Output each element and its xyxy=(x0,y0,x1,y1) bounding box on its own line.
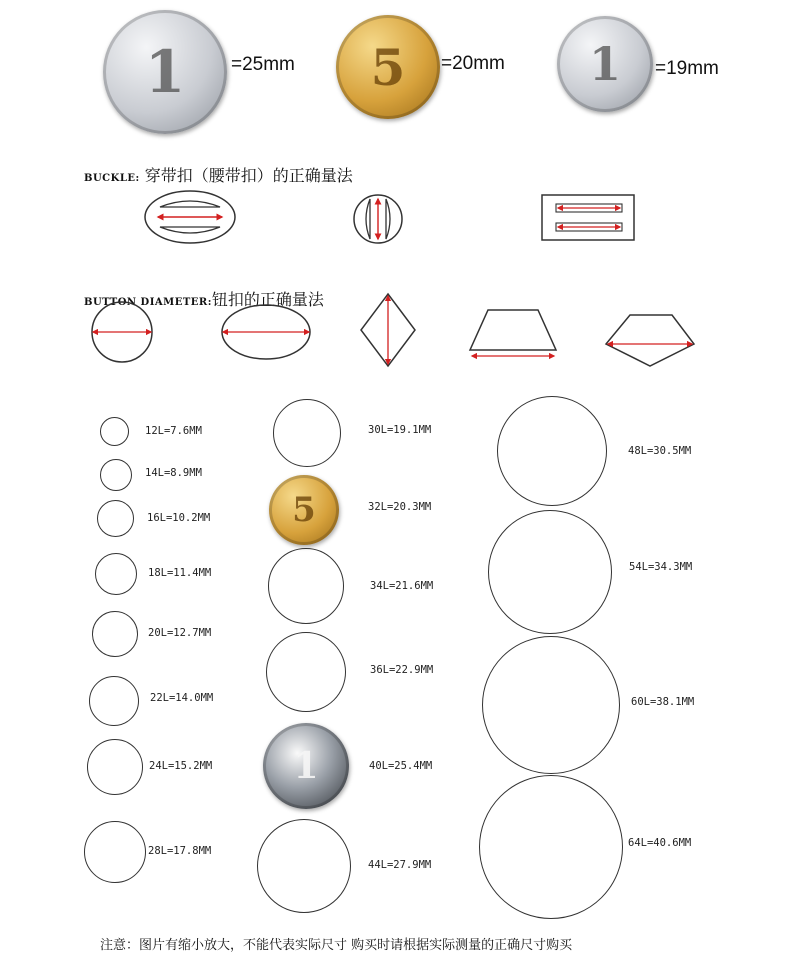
size-circle-16l xyxy=(97,500,134,537)
buckle-diagrams xyxy=(0,185,800,265)
buckle-heading-zh: 穿带扣（腰带扣）的正确量法 xyxy=(144,166,353,185)
size-circle-28l xyxy=(84,821,146,883)
size-circle-24l xyxy=(87,739,143,795)
size-circle-60l xyxy=(482,636,620,774)
size-circle-12l xyxy=(100,417,129,446)
buckle-oval-diagram xyxy=(145,191,235,243)
size-label-30l: 30L=19.1MM xyxy=(368,424,432,436)
button-shape-diagrams xyxy=(0,290,800,380)
size-label-64l: 64L=40.6MM xyxy=(628,837,692,849)
size-label-14l: 14L=8.9MM xyxy=(145,467,202,479)
button-diamond-diagram xyxy=(361,294,415,366)
coin-5-jiao xyxy=(336,15,440,119)
size-label-34l: 34L=21.6MM xyxy=(370,580,434,592)
size-label-18l: 18L=11.4MM xyxy=(148,567,212,579)
size-label-44l: 44L=27.9MM xyxy=(368,859,432,871)
size-circle-48l xyxy=(497,396,607,506)
footer-note: 注意：图片有缩小放大，不能代表实际尺寸 购买时请根据实际测量的正确尺寸购买 xyxy=(100,938,573,953)
size-coin-32l-digit: 5 xyxy=(292,490,316,530)
size-circle-54l xyxy=(488,510,612,634)
size-label-20l: 20L=12.7MM xyxy=(148,627,212,639)
size-circle-64l xyxy=(479,775,623,919)
size-coin-40l-digit: 1 xyxy=(293,745,319,787)
size-circle-14l xyxy=(100,459,132,491)
size-label-28l: 28L=17.8MM xyxy=(148,845,212,857)
coin-5-jiao-label: =20mm xyxy=(441,53,505,74)
button-trapezoid-diagram xyxy=(470,310,556,356)
size-label-36l: 36L=22.9MM xyxy=(370,664,434,676)
size-coin-32l xyxy=(269,475,339,545)
size-label-54l: 54L=34.3MM xyxy=(629,561,693,573)
coin-1-yuan xyxy=(103,10,227,134)
size-label-24l: 24L=15.2MM xyxy=(149,760,213,772)
button-heading-en: BUTTON DIAMETER: xyxy=(84,297,212,308)
size-circle-20l xyxy=(92,611,138,657)
buckle-heading xyxy=(84,163,353,186)
buckle-heading-en: BUCKLE: xyxy=(84,173,140,184)
button-round-diagram xyxy=(92,302,152,362)
size-circle-18l xyxy=(95,553,137,595)
button-heading-zh: 钮扣的正确量法 xyxy=(211,290,324,309)
size-circle-44l xyxy=(257,819,351,913)
coin-1-jiao-digit: 1 xyxy=(588,37,621,91)
size-label-32l: 32L=20.3MM xyxy=(368,501,432,513)
button-hexagon-diagram xyxy=(606,315,694,366)
size-label-16l: 16L=10.2MM xyxy=(147,512,211,524)
button-oval-diagram xyxy=(222,305,310,359)
buckle-round-diagram xyxy=(354,195,402,243)
size-label-40l: 40L=25.4MM xyxy=(369,760,433,772)
buckle-rect-diagram xyxy=(542,195,634,240)
coin-1-jiao-label: =19mm xyxy=(655,58,719,79)
size-coin-40l xyxy=(263,723,349,809)
size-label-12l: 12L=7.6MM xyxy=(145,425,202,437)
size-circle-36l xyxy=(266,632,346,712)
size-circle-30l xyxy=(273,399,341,467)
coin-1-yuan-digit: 1 xyxy=(144,38,186,106)
size-label-22l: 22L=14.0MM xyxy=(150,692,214,704)
coin-5-jiao-digit: 5 xyxy=(370,37,406,97)
size-label-60l: 60L=38.1MM xyxy=(631,696,695,708)
coin-1-yuan-label: =25mm xyxy=(231,54,295,75)
size-circle-34l xyxy=(268,548,344,624)
size-circle-22l xyxy=(89,676,139,726)
coin-1-jiao xyxy=(557,16,653,112)
size-label-48l: 48L=30.5MM xyxy=(628,445,692,457)
